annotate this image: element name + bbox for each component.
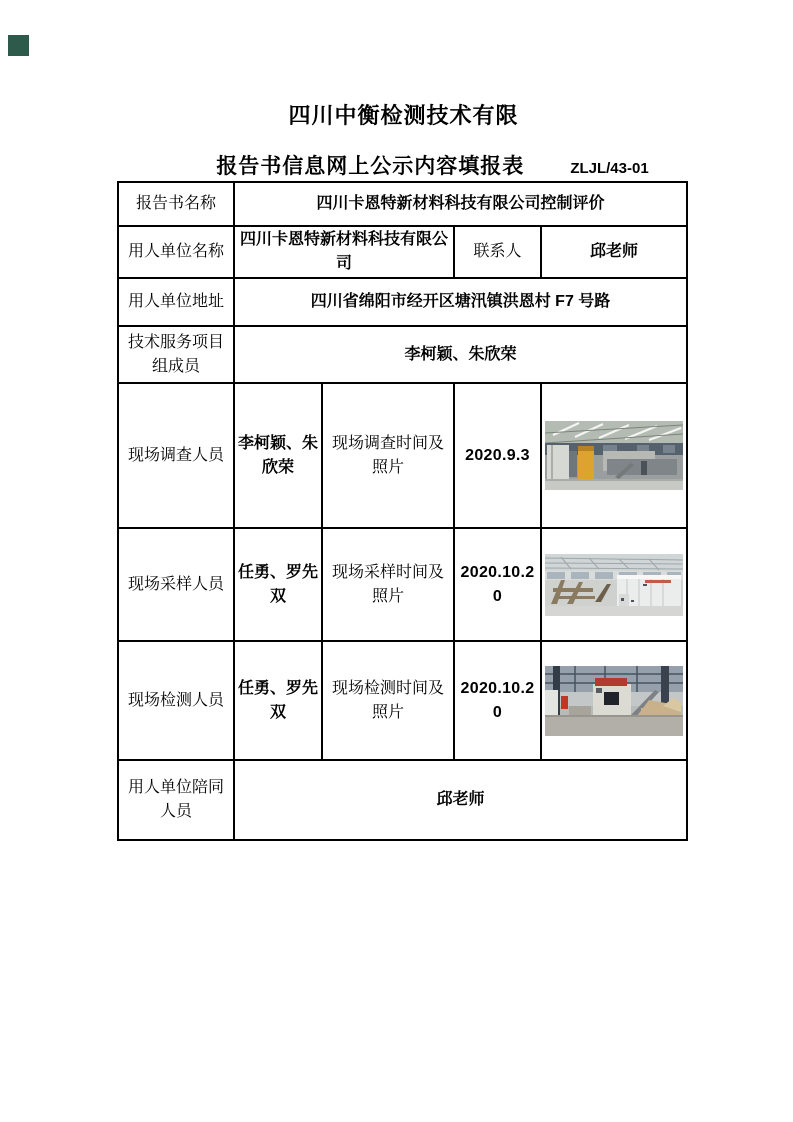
accompanying-label: 用人单位陪同人员 [118,760,234,840]
table-row [118,326,687,383]
page-title: 四川中衡检测技术有限 [288,103,519,128]
site-testing-label: 现场检测人员 [118,641,234,760]
site-sampling-time-label: 现场采样时间及照片 [322,528,454,641]
employer-name-label: 用人单位名称 [118,226,234,278]
site-testing-photo-cell [541,641,687,760]
site-sampling-photo-cell [541,528,687,641]
doc-code: ZLJL/43-01 [570,160,649,177]
site-sampling-photo [545,554,683,616]
corner-mark [8,35,29,56]
site-survey-personnel: 李柯颖、朱欣荣 [234,383,322,528]
form-title: 报告书信息网上公示内容填报表 [216,155,525,178]
site-survey-photo-cell [541,383,687,528]
report-name-value: 四川卡恩特新材料科技有限公司控制评价 [234,182,687,226]
table-row [118,278,687,326]
site-survey-photo [545,421,683,490]
report-name-label: 报告书名称 [118,182,234,226]
site-testing-date: 2020.10.20 [454,641,541,760]
table-row [118,383,687,528]
table-row [118,760,687,840]
project-team-value: 李柯颖、朱欣荣 [234,326,687,383]
site-testing-time-label: 现场检测时间及照片 [322,641,454,760]
accompanying-value: 邱老师 [234,760,687,840]
report-info-table [117,181,688,841]
contact-label: 联系人 [454,226,541,278]
table-row [118,182,687,226]
site-testing-personnel: 任勇、罗先双 [234,641,322,760]
contact-value: 邱老师 [541,226,687,278]
table-row [118,226,687,278]
site-survey-time-label: 现场调查时间及照片 [322,383,454,528]
site-survey-label: 现场调查人员 [118,383,234,528]
site-sampling-date: 2020.10.20 [454,528,541,641]
site-sampling-label: 现场采样人员 [118,528,234,641]
site-testing-photo [545,666,683,736]
table-row [118,528,687,641]
site-survey-date: 2020.9.3 [454,383,541,528]
employer-address-value: 四川省绵阳市经开区塘汛镇洪恩村 F7 号路 [234,278,687,326]
subtitle-row [36,150,793,180]
employer-address-label: 用人单位地址 [118,278,234,326]
employer-name-value: 四川卡恩特新材料科技有限公司 [234,226,454,278]
site-sampling-personnel: 任勇、罗先双 [234,528,322,641]
table-row [118,641,687,760]
project-team-label: 技术服务项目组成员 [118,326,234,383]
